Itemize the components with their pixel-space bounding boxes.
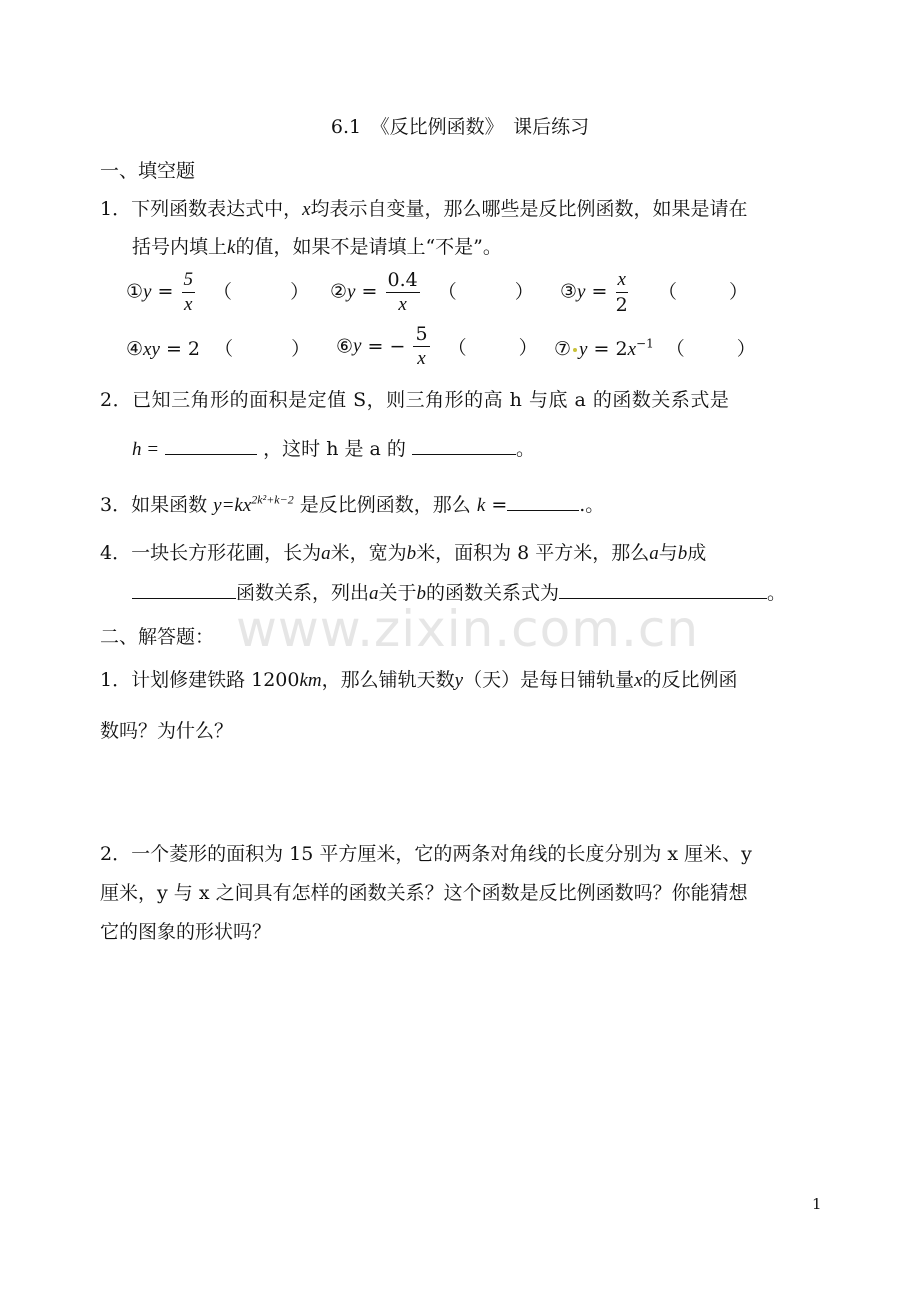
question-1-line-2: 括号内填上k的值，如果不是请填上“不是”。 xyxy=(132,236,502,258)
item-2: ②y = $\frac{0.4}{x}$ （ ） xyxy=(330,269,534,315)
page-title: 6.1 《反比例函数》 课后练习 xyxy=(330,116,590,138)
answer-blank[interactable] xyxy=(559,580,767,599)
fraction: $\frac{5}{x}$ xyxy=(415,323,428,369)
question-2-line-1: 2．已知三角形的面积是定值 S，则三角形的高 h 与底 a 的函数关系式是 xyxy=(100,389,730,411)
item-4: ④xy = 2 （ ） xyxy=(126,338,311,360)
problem-2-line-2: 厘米，y 与 x 之间具有怎样的函数关系？这个函数是反比例函数吗？你能猜想 xyxy=(100,882,748,904)
fraction: $\frac{x}{2}$ xyxy=(615,269,628,316)
fraction: $\frac{0.4}{x}$ xyxy=(387,269,418,315)
question-2-line-2: h = ，这时 h 是 a 的 。 xyxy=(132,438,535,460)
problem-1-line-2: 数吗？为什么？ xyxy=(100,720,234,742)
section-heading-answer: 二、解答题： xyxy=(100,626,215,648)
question-3: 3．如果函数 $y=kx^{2k^2+k-2}$ 是反比例函数，那么 k = .。 xyxy=(100,492,605,516)
item-6: ⑥y = − $\frac{5}{x}$ （ ） xyxy=(336,323,538,369)
item-3: ③y = $\frac{x}{2}$ （ ） xyxy=(560,269,749,316)
marker-dot-icon xyxy=(573,348,577,352)
question-4-line-2: 函数关系，列出a关于b的函数关系式为 。 xyxy=(132,578,786,605)
item-1: ①y = $\frac{5}{x}$ （ ） xyxy=(126,269,310,315)
answer-blank[interactable] xyxy=(507,492,579,511)
problem-1-line-1: 1．计划修建铁路 1200km，那么铺轨天数y（天）是每日铺轨量x的反比例函 xyxy=(100,669,738,691)
answer-blank[interactable] xyxy=(165,436,257,455)
problem-2-line-1: 2．一个菱形的面积为 15 平方厘米，它的两条对角线的长度分别为 x 厘米、y xyxy=(100,843,752,865)
item-7: ⑦ $y = 2x^{-1}$ （ ） xyxy=(554,336,756,360)
answer-blank[interactable] xyxy=(132,580,236,599)
fraction: $\frac{5}{x}$ xyxy=(183,269,193,315)
watermark: www.zixin.com.cn xyxy=(236,600,700,658)
answer-blank[interactable] xyxy=(412,436,516,455)
question-1-line-1: 1．下列函数表达式中，x均表示自变量，那么哪些是反比例函数，如果是请在 xyxy=(100,198,748,220)
problem-2-line-3: 它的图象的形状吗？ xyxy=(100,921,272,943)
page-number: 1 xyxy=(812,1195,822,1213)
question-4-line-1: 4．一块长方形花圃，长为a米，宽为b米，面积为 8 平方米，那么a与b成 xyxy=(100,542,707,564)
section-heading-fill-in: 一、填空题 xyxy=(100,160,196,182)
